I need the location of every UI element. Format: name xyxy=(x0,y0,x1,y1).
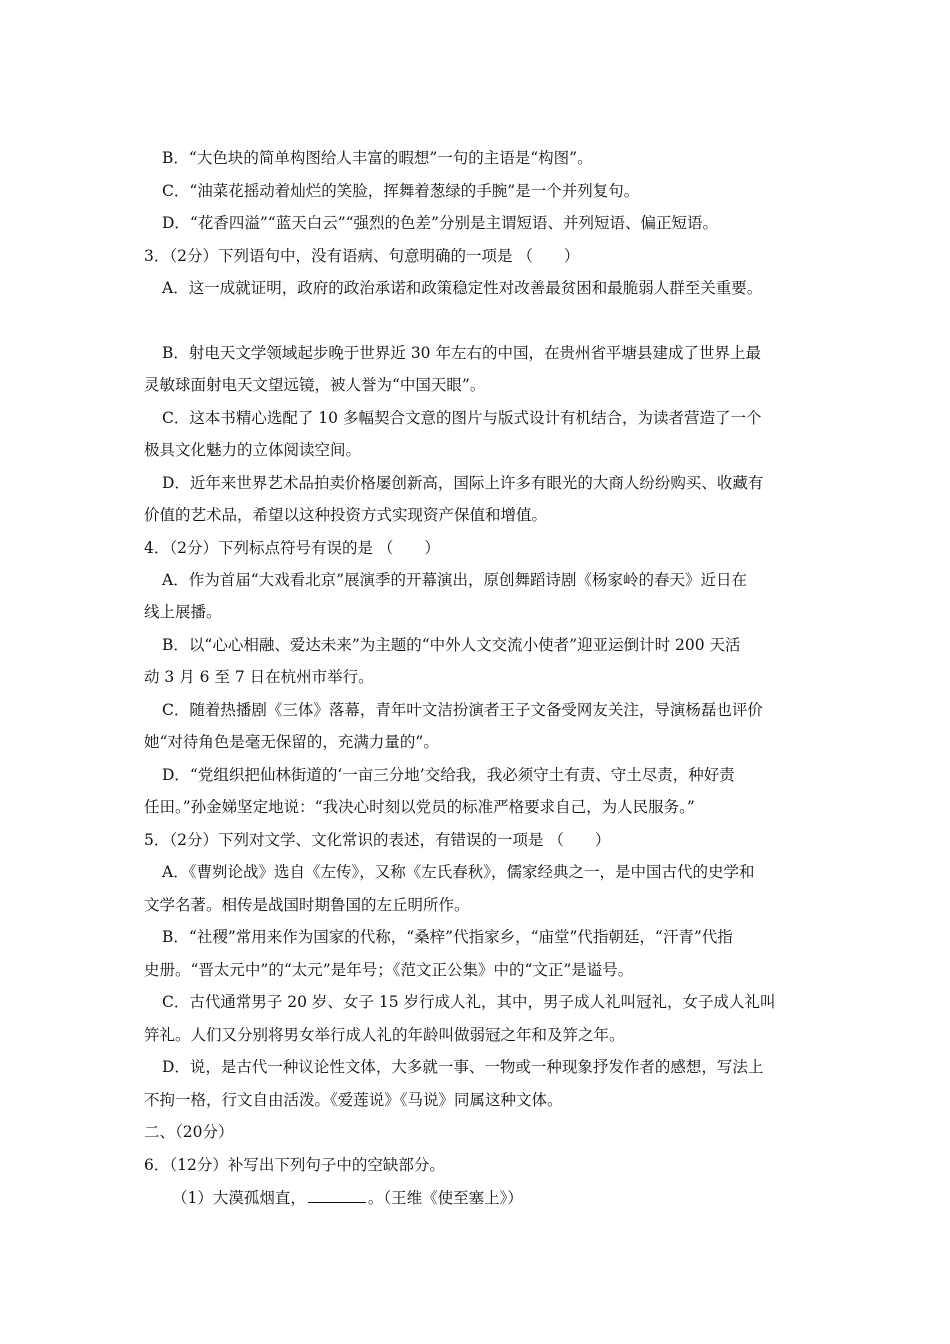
q3-option-d: D．近年来世界艺术品拍卖价格屡创新高，国际上许多有眼光的大商人纷纷购买、收藏有 xyxy=(162,474,764,492)
q4-option-b-continued: 动 3 月 6 至 7 日在杭州市举行。 xyxy=(144,668,374,686)
q4-stem: 4．（2分）下列标点符号有误的是 （ ） xyxy=(144,539,440,557)
q6-item-1-suffix: 。（王维《使至塞上》） xyxy=(367,1189,523,1207)
q3-option-c: C．这本书精心选配了 10 多幅契合文意的图片与版式设计有机结合，为读者营造了一个 xyxy=(162,409,762,427)
q3-option-b-continued: 灵敏球面射电天文望远镜，被人誉为“中国天眼”。 xyxy=(144,376,486,394)
q4-option-a-continued: 线上展播。 xyxy=(144,603,222,621)
q2-option-b: B．“大色块的简单构图给人丰富的暇想”一句的主语是“构图”。 xyxy=(162,149,593,167)
q5-option-b-continued: 史册。“晋太元中”的“太元”是年号；《范文正公集》中的“文正”是谥号。 xyxy=(144,961,634,979)
q5-option-c: C．古代通常男子 20 岁、女子 15 岁行成人礼，其中，男子成人礼叫冠礼，女子成人礼叫 xyxy=(162,993,776,1011)
q5-option-a: A．《曹刿论战》选自《左传》，又称《左氏春秋》，儒家经典之一，是中国古代的史学和 xyxy=(162,863,755,881)
q5-stem: 5．（2分）下列对文学、文化常识的表述，有错误的一项是 （ ） xyxy=(144,831,611,849)
q5-option-a-continued: 文学名著。相传是战国时期鲁国的左丘明所作。 xyxy=(144,896,470,914)
q5-option-b: B．“社稷”常用来作为国家的代称，“桑梓”代指家乡，“庙堂”代指朝廷，“汗青”代指 xyxy=(162,928,733,946)
q4-option-c-continued: 她“对待角色是毫无保留的，充满力量的”。 xyxy=(144,733,439,751)
section-two-heading: 二、（20分） xyxy=(144,1123,234,1141)
q4-option-c: C．随着热播剧《三体》落幕，青年叶文洁扮演者王子文备受网友关注，导演杨磊也评价 xyxy=(162,701,763,719)
q6-item-1 xyxy=(0,1187,950,1208)
q6-stem: 6．（12分）补写出下列句子中的空缺部分。 xyxy=(144,1156,445,1174)
q4-option-d: D．“党组织把仙林街道的‘一亩三分地’交给我，我必须守土有责、守土尽责，种好责 xyxy=(162,766,735,784)
q5-option-c-continued: 笄礼。人们又分别将男女举行成人礼的年龄叫做弱冠之年和及笄之年。 xyxy=(144,1026,625,1044)
q5-option-d-continued: 不拘一格，行文自由活泼。《爱莲说》《马说》同属这种文体。 xyxy=(144,1091,563,1109)
q2-option-c: C．“油菜花摇动着灿烂的笑脸，挥舞着葱绿的手腕”是一个并列复句。 xyxy=(162,182,640,200)
q3-option-a: A．这一成就证明，政府的政治承诺和政策稳定性对改善最贫困和最脆弱人群至关重要。 xyxy=(162,279,763,297)
answer-blank[interactable] xyxy=(308,1187,366,1203)
q4-option-a: A．作为首届“大戏看北京”展演季的开幕演出，原创舞蹈诗剧《杨家岭的春天》近日在 xyxy=(162,571,748,589)
q6-item-1-prefix: （1）大漠孤烟直， xyxy=(172,1189,306,1207)
q3-option-b: B．射电天文学领域起步晚于世界近 30 年左右的中国，在贵州省平塘县建成了世界上最 xyxy=(162,344,761,362)
q5-option-d: D．说，是古代一种议论性文体，大多就一事、一物或一种现象抒发作者的感想，写法上 xyxy=(162,1058,764,1076)
q3-stem: 3．（2分）下列语句中，没有语病、句意明确的一项是 （ ） xyxy=(144,247,580,265)
q4-option-d-continued: 任田。”孙金娣坚定地说：“我决心时刻以党员的标准严格要求自己，为人民服务。” xyxy=(144,798,695,816)
q4-option-b: B．以“心心相融、爱达未来”为主题的“中外人文交流小使者”迎亚运倒计时 200 天活 xyxy=(162,636,741,654)
q2-option-d: D．“花香四溢”“蓝天白云”“强烈的色差”分别是主谓短语、并列短语、偏正短语。 xyxy=(162,214,718,232)
q3-option-c-continued: 极具文化魅力的立体阅读空间。 xyxy=(144,441,362,459)
q3-option-d-continued: 价值的艺术品，希望以这种投资方式实现资产保值和增值。 xyxy=(144,506,548,524)
